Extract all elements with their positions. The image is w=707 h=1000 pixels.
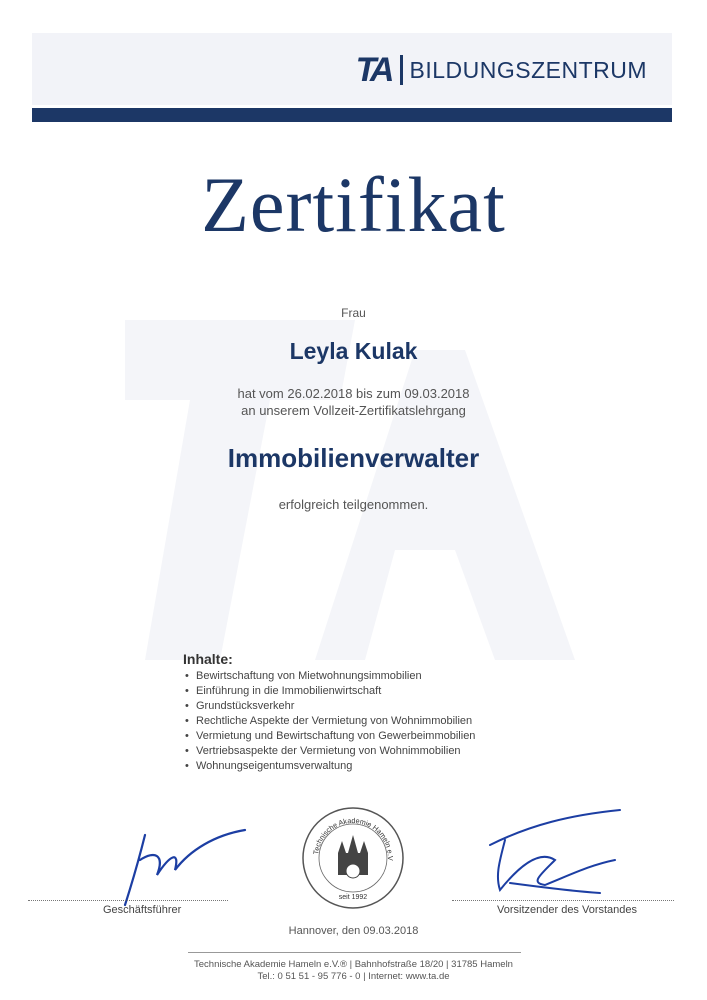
course-result: erfolgreich teilgenommen. <box>278 497 429 512</box>
list-item: • Vertriebsaspekte der Vermietung von Wohnimmobilien <box>183 744 475 759</box>
list-item: • Bewirtschaftung von Mietwohnungsimmobilien <box>183 669 475 684</box>
svg-text:Technische Akademie Hameln e.V <box>300 805 395 861</box>
ta-watermark-icon <box>125 320 575 660</box>
course-type: an unserem Vollzeit-Zertifikatslehrgang <box>241 403 466 418</box>
list-item: • Rechtliche Aspekte der Vermietung von Wohnimmobilien <box>183 714 475 729</box>
logo-text: BILDUNGSZENTRUM <box>409 56 647 83</box>
left-signature-label: Geschäftsführer <box>103 904 182 916</box>
footer-divider <box>188 952 521 953</box>
recipient-name: Leyla Kulak <box>289 338 418 364</box>
salutation: Frau <box>341 306 366 320</box>
course-period: hat vom 26.02.2018 bis zum 09.03.2018 <box>237 386 470 401</box>
logo-separator <box>400 55 403 85</box>
list-item: • Grundstücksverkehr <box>183 699 475 714</box>
logo <box>356 52 647 88</box>
contents-heading: Inhalte: <box>183 651 233 667</box>
right-signature-line <box>452 900 674 901</box>
seal-ring-text: Technische Akademie Hameln e.V <box>311 815 396 861</box>
footer-address: Technische Akademie Hameln e.V.® | Bahnhofstraße 18/20 | 31785 Hameln <box>194 959 513 970</box>
right-signature-icon <box>470 805 630 900</box>
list-item: • Einführung in die Immobilienwirtschaft <box>183 684 475 699</box>
contents-list <box>183 669 475 774</box>
place-date: Hannover, den 09.03.2018 <box>288 925 419 937</box>
list-item: • Wohnungseigentumsverwaltung <box>183 759 475 774</box>
seal-since: seit 1992 <box>338 894 368 901</box>
right-signature-label: Vorsitzender des Vorstandes <box>497 904 638 916</box>
certificate-title: Zertifikat <box>201 161 506 248</box>
list-item: • Vermietung und Bewirtschaftung von Gewerbeimmobilien <box>183 729 475 744</box>
left-signature-line <box>28 900 228 901</box>
course-name: Immobilienverwalter <box>227 443 480 473</box>
footer-contact: Tel.: 0 51 51 - 95 776 - 0 | Internet: www.ta.de <box>257 971 450 982</box>
header-bar <box>32 108 672 122</box>
logo-mark: TA <box>355 50 391 89</box>
seal-icon <box>300 805 406 911</box>
contents-section <box>183 651 475 774</box>
